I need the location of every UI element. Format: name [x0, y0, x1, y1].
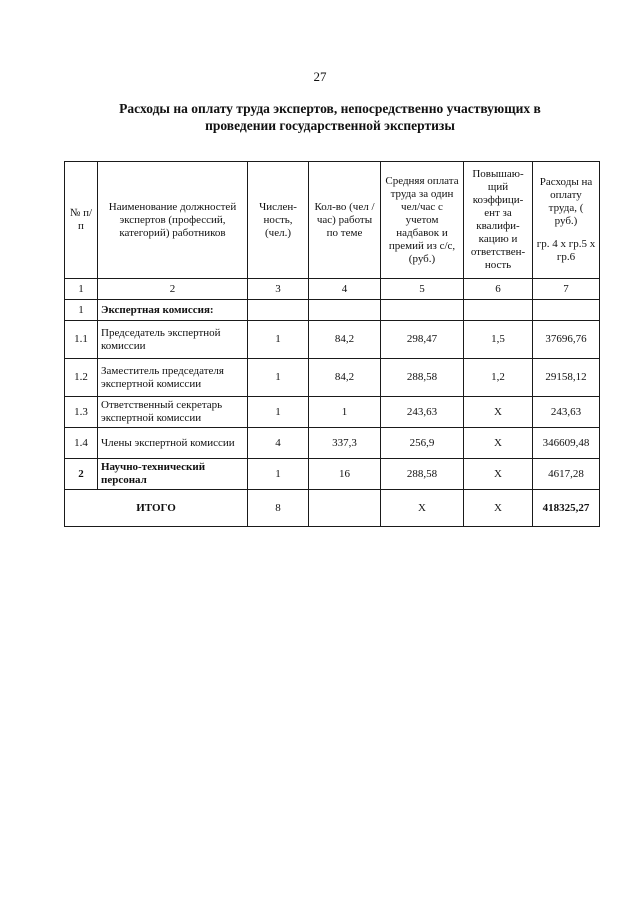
row-number: 1.1	[65, 321, 98, 359]
row-labor-cost: 4617,28	[533, 459, 600, 490]
row-labor-cost: 29158,12	[533, 359, 600, 397]
column-number: 2	[98, 279, 248, 300]
table-row	[65, 459, 600, 490]
title-line-2: проведении государственной экспертизы	[205, 118, 455, 133]
header-coefficient: Повышаю-щий коэффици-ент за квалифи-кацию и ответствен-ность	[464, 162, 533, 279]
header-labor-cost	[533, 162, 600, 279]
document-title	[60, 100, 600, 134]
row-labor-cost: 346609,48	[533, 428, 600, 459]
row-position-name: Заместитель председателя экспертной комиссии	[98, 359, 248, 397]
header-row	[65, 162, 600, 279]
row-headcount: 1	[248, 459, 309, 490]
row-hours: 16	[309, 459, 381, 490]
row-hours: 84,2	[309, 321, 381, 359]
row-hourly-rate: 243,63	[381, 397, 464, 428]
table-row	[65, 359, 600, 397]
row-number: 1.4	[65, 428, 98, 459]
row-coefficient: 1,5	[464, 321, 533, 359]
table-row	[65, 428, 600, 459]
row-headcount: 1	[248, 359, 309, 397]
title-line-1: Расходы на оплату труда экспертов, непосредственно участвующих в	[119, 101, 541, 116]
section-number: 1	[65, 300, 98, 321]
header-hourly-rate: Средняя оплата труда за один чел/час с учетом надбавок и премий из с/с, (руб.)	[381, 162, 464, 279]
total-hourly-rate: Х	[381, 490, 464, 527]
row-coefficient: Х	[464, 459, 533, 490]
row-coefficient: Х	[464, 428, 533, 459]
empty-cell	[464, 300, 533, 321]
header-hours: Кол-во (чел /час) работы по теме	[309, 162, 381, 279]
row-number: 1.2	[65, 359, 98, 397]
row-number: 2	[65, 459, 98, 490]
header-headcount: Числен-ность, (чел.)	[248, 162, 309, 279]
row-coefficient: Х	[464, 397, 533, 428]
column-number-row	[65, 279, 600, 300]
row-hourly-rate: 288,58	[381, 359, 464, 397]
header-labor-cost-formula: гр. 4 х гр.5 х гр.6	[536, 238, 596, 263]
header-labor-cost-title: Расходы на оплату труда, ( руб.)	[539, 176, 593, 227]
column-number: 3	[248, 279, 309, 300]
table-row	[65, 321, 600, 359]
row-hourly-rate: 256,9	[381, 428, 464, 459]
row-position-name: Председатель экспертной комиссии	[98, 321, 248, 359]
row-headcount: 4	[248, 428, 309, 459]
total-hours	[309, 490, 381, 527]
total-row	[65, 490, 600, 527]
page-number: 27	[313, 69, 327, 84]
section-name: Экспертная комиссия:	[98, 300, 248, 321]
section-row	[65, 300, 600, 321]
row-labor-cost: 37696,76	[533, 321, 600, 359]
empty-cell	[381, 300, 464, 321]
empty-cell	[533, 300, 600, 321]
empty-cell	[248, 300, 309, 321]
row-hours: 337,3	[309, 428, 381, 459]
column-number: 5	[381, 279, 464, 300]
total-labor-cost: 418325,27	[533, 490, 600, 527]
empty-cell	[309, 300, 381, 321]
row-number: 1.3	[65, 397, 98, 428]
column-number: 7	[533, 279, 600, 300]
row-position-name: Члены экспертной комиссии	[98, 428, 248, 459]
header-number: № п/п	[65, 162, 98, 279]
column-number: 6	[464, 279, 533, 300]
column-number: 4	[309, 279, 381, 300]
row-hourly-rate: 298,47	[381, 321, 464, 359]
table-row	[65, 397, 600, 428]
total-label: ИТОГО	[65, 490, 248, 527]
row-labor-cost: 243,63	[533, 397, 600, 428]
row-position-name: Научно-технический персонал	[98, 459, 248, 490]
row-hours: 84,2	[309, 359, 381, 397]
expenses-table	[64, 161, 600, 527]
total-coefficient: Х	[464, 490, 533, 527]
row-headcount: 1	[248, 321, 309, 359]
row-hours: 1	[309, 397, 381, 428]
row-headcount: 1	[248, 397, 309, 428]
row-coefficient: 1,2	[464, 359, 533, 397]
header-position-name: Наименование должностей экспертов (профессий, категорий) работников	[98, 162, 248, 279]
column-number: 1	[65, 279, 98, 300]
row-hourly-rate: 288,58	[381, 459, 464, 490]
total-headcount: 8	[248, 490, 309, 527]
row-position-name: Ответственный секретарь экспертной комиссии	[98, 397, 248, 428]
